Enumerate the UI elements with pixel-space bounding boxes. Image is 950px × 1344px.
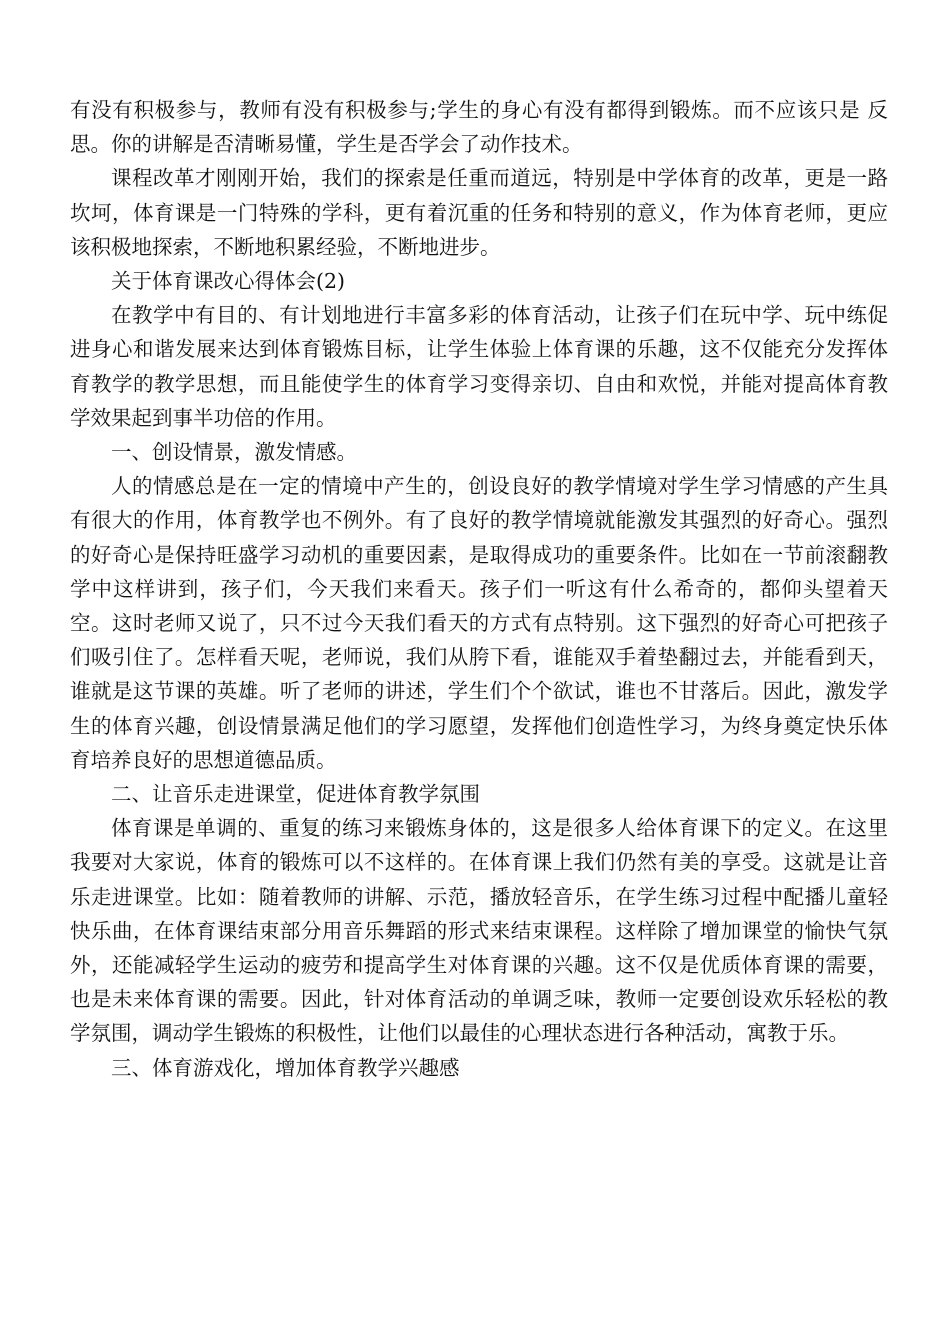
- subheading-2: 二、让音乐走进课堂，促进体育教学氛围: [111, 782, 480, 807]
- paragraph-curriculum-reform: 课程改革才刚刚开始，我们的探索是任重而道远，特别是中学体育的改革，更是一路坎坷，体育课是一门特殊的学科，更有着沉重的任务和特别的意义，作为体育老师，更应该积极地探索，不断地积累经验，不断地进步。: [70, 166, 888, 259]
- section-title: 关于体育课改心得体会(2): [111, 269, 346, 294]
- paragraph-scenario: 人的情感总是在一定的情境中产生的，创设良好的教学情境对学生学习情感的产生具有很大的作用，体育教学也不例外。有了良好的教学情境就能激发其强烈的好奇心。强烈的好奇心是保持旺盛学习动机的重要因素，是取得成功的重要条件。比如在一节前滚翻教学中这样讲到，孩子们，今天我们来看天。孩子们一听这有什么希奇的，都仰头望着天空。这时老师又说了，只不过今天我们看天的方式有点特别。这下强烈的好奇心可把孩子们吸引住了。怎样看天呢，老师说，我们从胯下看，谁能双手着垫翻过去，并能看到天，谁就是这节课的英雄。听了老师的讲述，学生们个个欲试，谁也不甘落后。因此，激发学生的体育兴趣，创设情景满足他们的学习愿望，发挥他们创造性学习，为终身奠定快乐体育培养良好的思想道德品质。: [70, 474, 888, 772]
- subheading-3: 三、体育游戏化，增加体育教学兴趣感: [111, 1055, 460, 1080]
- paragraph-reflection-end: 有没有积极参与，教师有没有积极参与;学生的身心有没有都得到锻炼。而不应该只是 反思。你的讲解是否清晰易懂，学生是否学会了动作技术。: [70, 98, 888, 157]
- document-body: [70, 93, 888, 1085]
- paragraph-intro: 在教学中有目的、有计划地进行丰富多彩的体育活动，让孩子们在玩中学、玩中练促进身心和谐发展来达到体育锻炼目标，让学生体验上体育课的乐趣，这不仅能充分发挥体育教学的教学思想，而且能使学生的体育学习变得亲切、自由和欢悦，并能对提高体育教学效果起到事半功倍的作用。: [70, 303, 888, 430]
- subheading-1: 一、创设情景，激发情感。: [111, 440, 357, 465]
- paragraph-music: 体育课是单调的、重复的练习来锻炼身体的，这是很多人给体育课下的定义。在这里我要对大家说，体育的锻炼可以不这样的。在体育课上我们仍然有美的享受。这就是让音乐走进课堂。比如：随着教师的讲解、示范，播放轻音乐，在学生练习过程中配播儿童轻快乐曲，在体育课结束部分用音乐舞蹈的形式来结束课程。这样除了增加课堂的愉快气氛外，还能减轻学生运动的疲劳和提高学生对体育课的兴趣。这不仅是优质体育课的需要，也是未来体育课的需要。因此，针对体育活动的单调乏味，教师一定要创设欢乐轻松的教学氛围，调动学生锻炼的积极性，让他们以最佳的心理状态进行各种活动，寓教于乐。: [70, 816, 888, 1046]
